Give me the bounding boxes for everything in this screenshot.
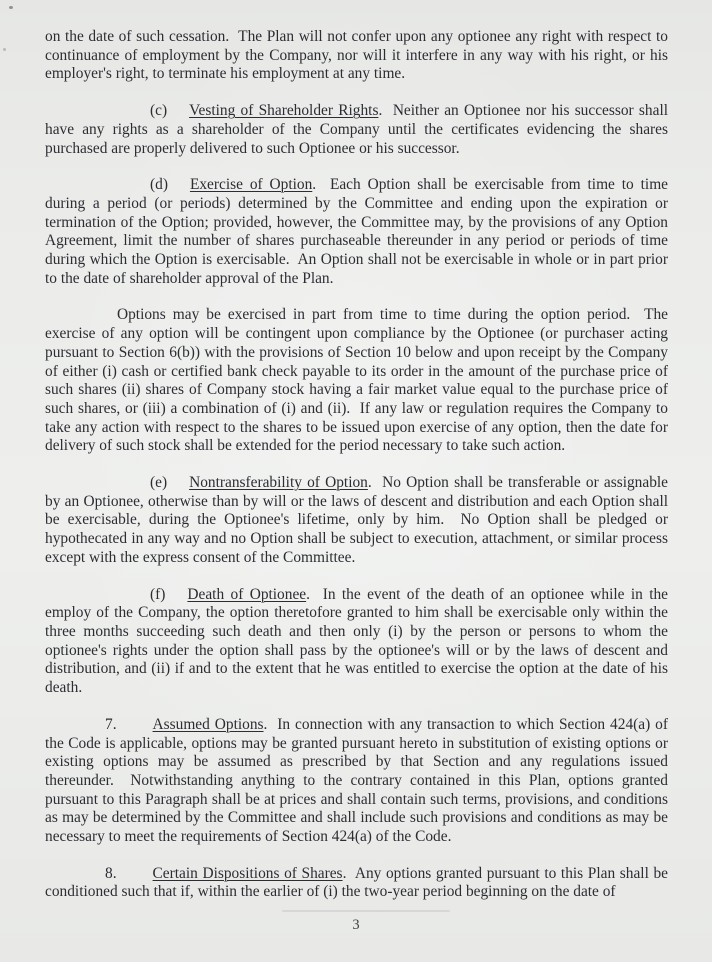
- paragraph-label: 8.: [105, 864, 117, 882]
- paragraph-text: In the event of the death of an optionee while in the employ of the Company, the option theretofore granted to him shall be exercisable only within the three months succeeding such death and then only (i) by the person or persons to whom the optionee's rights under the option shall pass by the optionee's will or by the laws of descent and distribution, and (ii) if and to the extent that he was entitled to exercise the option at the date of his death.: [45, 585, 672, 697]
- paragraph-heading-separator: .: [342, 864, 355, 882]
- paragraph-label: (c): [150, 102, 168, 120]
- paragraph: [45, 864, 672, 902]
- paragraph-label: (f): [150, 585, 166, 603]
- paragraph-text: In connection with any transaction to which Section 424(a) of the Code is applicable, options may be granted pursuant hereto in substitution of existing options or existing options may be assumed as prescribed by that Section and any regulations issued thereunder. Notwithstanding anything to the contrary contained in this Plan, options granted pursuant to this Paragraph shall be at prices and shall contain such terms, provisions, and conditions as may be determined by the Committee and shall include such provisions and conditions as may be necessary to meet the requirements of Section 424(a) of the Code.: [45, 715, 672, 846]
- paragraph-label: 7.: [105, 715, 117, 733]
- paragraph-text: Any options granted pursuant to this Plan shall be conditioned such that if, within the earlier of (i) the two-year period beginning on the date of: [45, 864, 672, 901]
- paragraph: [45, 176, 672, 288]
- paragraph: [45, 585, 672, 698]
- paragraph: [45, 715, 672, 847]
- paragraph: [45, 28, 672, 84]
- paragraph-text: Each Option shall be exercisable from time to time during a period (or periods) determined by the Committee and ending upon the expiration or termination of the Option; provided, however, the Committee may, by the provisions of any Option Agreement, limit the number of shares purchaseable thereunder in any period or periods of time during which the Option is exercisable. An Option shall not be exercisable in whole or in part prior to the date of shareholder approval of the Plan.: [45, 176, 672, 287]
- paragraph-text: Options may be exercised in part from time to time during the option period. The exercise of any option will be contingent upon compliance by the Optionee (or purchaser acting pursuant to Section 6(b)) with the provisions of Section 10 below and upon receipt by the Company of either (i) cash or certified bank check payable to its order in the amount of the purchase price of such shares (ii) shares of Company stock having a fair market value equal to the purchase price of such shares, or (iii) a combination of (i) and (ii). If any law or regulation requires the Company to take any action with respect to the shares to be issued upon exercise of any option, then the date for delivery of such stock shall be extended for the period necessary to take such action.: [45, 306, 672, 455]
- scan-speck: [9, 6, 13, 9]
- paragraph-text: Neither an Optionee nor his successor shall have any rights as a shareholder of the Company until the certificates evidencing the shares purchased are properly delivered to such Optionee or his successor.: [45, 102, 672, 157]
- paragraph: [45, 474, 672, 568]
- paragraph-heading: Exercise of Option: [189, 176, 313, 194]
- paragraph-heading: Vesting of Shareholder Rights: [189, 102, 379, 120]
- paragraph-heading-separator: .: [306, 585, 323, 603]
- paragraph-label: (e): [150, 474, 168, 492]
- scan-streak: [282, 910, 450, 912]
- paragraph-heading: Assumed Options: [152, 715, 264, 733]
- paragraph-heading: Nontransferability of Option: [189, 474, 368, 492]
- paragraph-label: (d): [150, 176, 168, 194]
- paragraph-heading-separator: .: [378, 102, 393, 120]
- paragraph-heading-separator: .: [312, 176, 330, 194]
- paragraph-heading: Certain Dispositions of Shares: [152, 864, 343, 882]
- paragraph-text: on the date of such cessation. The Plan will not confer upon any optionee any right with respect to continuance of employment by the Company, nor will it interfere in any way with his right, or his employer's right, to terminate his employment at any time.: [45, 28, 672, 83]
- page-content: [45, 28, 672, 920]
- scan-speck: [3, 48, 6, 51]
- paragraph-heading-separator: .: [263, 715, 278, 733]
- page-number: 3: [352, 917, 360, 933]
- paragraph: [45, 102, 672, 158]
- paragraph: [45, 306, 672, 456]
- paragraph-text: No Option shall be transferable or assignable by an Optionee, otherwise than by will or the laws of descent and distribution and each Option shall be exercisable, during the Optionee's lifetime, only by him. No Option shall be pledged or hypothecated in any way and no Option shall be subject to execution, attachment, or similar process except with the express consent of the Committee.: [45, 474, 672, 566]
- paragraph-heading: Death of Optionee: [187, 585, 307, 603]
- paragraph-heading-separator: .: [367, 474, 383, 492]
